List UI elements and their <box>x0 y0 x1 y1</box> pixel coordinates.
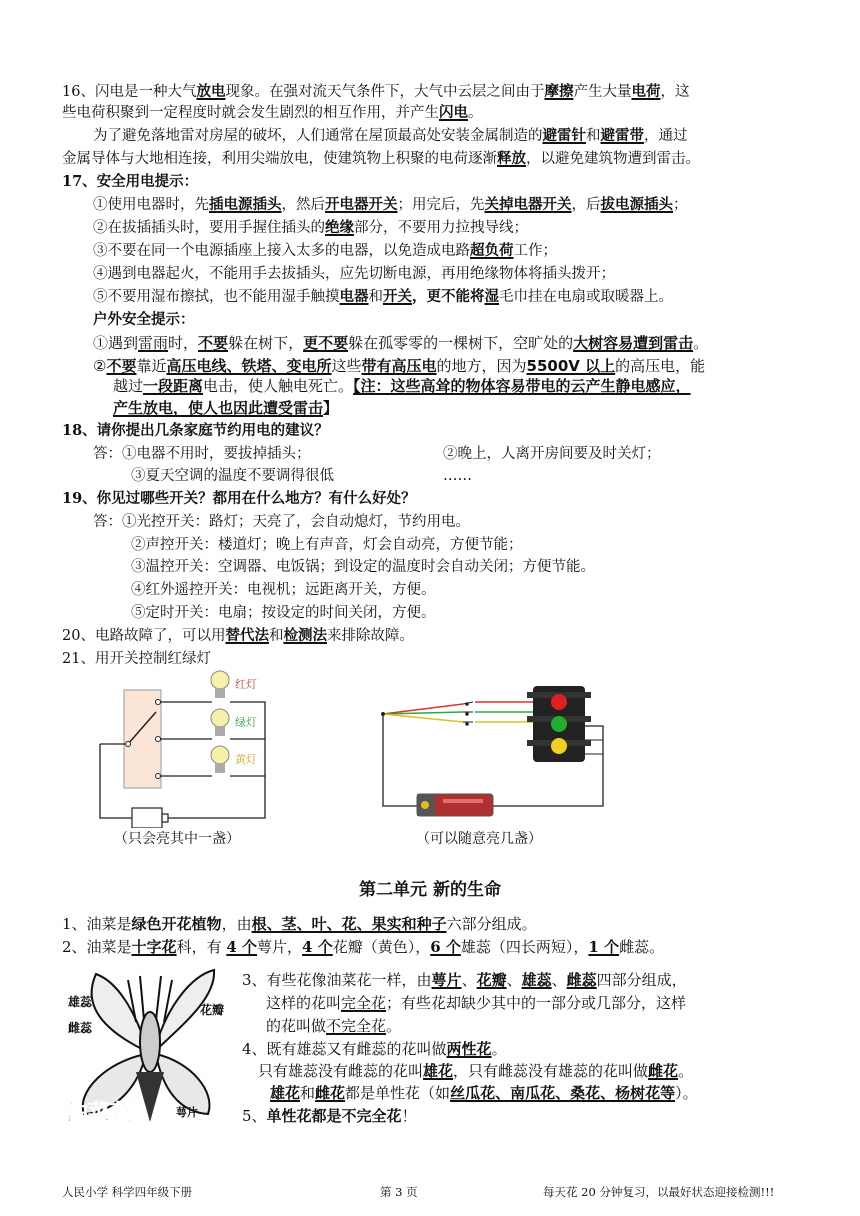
battery-icon <box>132 808 162 828</box>
q18-title: 18、请你提出几条家庭节约用电的建议？ <box>62 422 329 439</box>
q16-line3: 为了避免落地雷对房屋的破坏，人们通常在屋顶最高处安装金属制造的避雷针和避雷带，通过 <box>93 127 688 144</box>
q17-item3: ③不要在同一个电源插座上接入太多的电器，以免造成电路超负荷工作； <box>93 242 557 259</box>
q17-outdoor4: 产生放电，使人也因此遭受雷击】 <box>113 399 339 417</box>
q16-line1: 16、闪电是一种大气放电现象。在强对流天气条件下，大气中云层之间由于摩擦产生大量电荷，这 <box>62 83 690 100</box>
unit2-point3: 3、有些花像油菜花一样，由萼片、花瓣、雄蕊、雌蕊四部分组成， <box>242 971 687 989</box>
q17-item5: ⑤不要用湿布擦拭，也不能用湿手触摸电器和开关，更不能将湿毛巾挂在电扇或取暖器上。 <box>93 288 673 305</box>
sepal-label: 萼片 <box>176 1106 198 1119</box>
left-diagram-caption: （只会亮其中一盏） <box>114 831 240 847</box>
q16-line2: 些电荷积聚到一定程度时就会发生剧烈的相互作用，并产生闪电。 <box>62 104 483 121</box>
q16-line4: 金属导体与大地相连接，利用尖端放电，使建筑物上积聚的电荷逐渐释放，以避免建筑物遭到雷击。 <box>62 150 700 167</box>
unit2-point2: 2、油菜是十字花科，有 4 个萼片，4 个花瓣（黄色），6 个雄蕊（四长两短），1 个雌蕊。 <box>62 938 665 956</box>
yellow-bulb-icon <box>211 746 229 773</box>
footer-left: 人民小学 科学四年级下册 <box>62 1185 193 1199</box>
q17-item1: ①使用电器时，先插电源插头，然后开电器开关；用完后，先关掉电器开关，后拔电源插头； <box>93 196 688 213</box>
q17-item2: ②在拔插插头时，要用手握住插头的绝缘部分，不要用力拉拽导线； <box>93 219 528 236</box>
q19-answer3: ③温控开关：空调器、电饭锅；到设定的温度时会自动关闭；方便节能。 <box>131 559 595 575</box>
q21-title: 21、用开关控制红绿灯 <box>62 651 211 667</box>
multi-switch-traffic-light-diagram <box>355 678 610 828</box>
q19-title: 19、你见过哪些开关？都用在什么地方？有什么好处？ <box>62 490 416 507</box>
q17-outdoor3: 越过一段距离电击，使人触电死亡。【注：这些高耸的物体容易带电的云产生静电感应， <box>113 377 691 395</box>
footer-right: 每天花 20 分钟复习，以最好状态迎接检测!!! <box>543 1185 775 1199</box>
single-pole-switch-circuit-diagram <box>90 668 280 828</box>
q17-item4: ④遇到电器起火，不能用手去拔插头，应先切断电源，再用绝缘物体将插头拨开； <box>93 266 615 282</box>
q19-answer4: ④红外遥控开关：电视机；远距离开关，方便。 <box>131 582 436 598</box>
pistil-label: 雌蕊 <box>68 1021 93 1035</box>
unit2-point4: 4、既有雄蕊又有雌蕊的花叫做两性花。 <box>242 1040 507 1058</box>
q18-answer2: ②晚上，人离开房间要及时关灯； <box>443 446 661 462</box>
petal-label: 花瓣 <box>200 1003 225 1017</box>
q17-outdoor-title: 户外安全提示： <box>93 311 195 328</box>
q19-answer1: 答：①光控开关：路灯；天亮了，会自动熄灯，节约用电。 <box>93 514 470 530</box>
green-light-label: 绿灯 <box>235 716 257 729</box>
flower-name-label: 油菜花 <box>66 1101 133 1122</box>
red-bulb-icon <box>211 671 229 698</box>
q20-line: 20、电路故障了，可以用替代法和检测法来排除故障。 <box>62 627 414 644</box>
footer-page-number: 第 3 页 <box>380 1185 418 1199</box>
q19-answer5: ⑤定时开关：电扇；按设定的时间关闭，方便。 <box>131 605 436 621</box>
q18-answer3: ③夏天空调的温度不要调得很低 <box>131 468 334 484</box>
unit2-point4-cont2: 雄花和雌花都是单性花（如丝瓜花、南瓜花、桑花、杨树花等）。 <box>270 1084 698 1102</box>
unit2-point3-cont2: 的花叫做不完全花。 <box>266 1017 402 1035</box>
stamen-label: 雄蕊 <box>68 995 93 1009</box>
green-bulb-icon <box>211 709 229 736</box>
q19-answer2: ②声控开关：楼道灯；晚上有声音，灯会自动亮，方便节能； <box>131 537 523 553</box>
unit2-point3-cont1: 这样的花叫完全花；有些花却缺少其中的一部分或几部分，这样 <box>266 994 687 1012</box>
q18-answer4: …… <box>443 468 472 484</box>
unit2-point4-cont1: 只有雄蕊没有雌蕊的花叫雄花，只有雌蕊没有雄蕊的花叫做雌花。 <box>258 1062 694 1080</box>
yellow-light-label: 黄灯 <box>235 753 257 766</box>
battery-icon <box>417 794 493 816</box>
q17-outdoor2: ②不要靠近高压电线、铁塔、变电所这些带有高压电的地方，因为5500V 以上的高压电，能 <box>93 357 706 375</box>
q17-title: 17、安全用电提示： <box>62 173 199 190</box>
red-light-label: 红灯 <box>235 678 257 691</box>
right-diagram-caption: （可以随意亮几盏） <box>416 831 542 847</box>
traffic-light-icon <box>527 686 591 762</box>
q17-outdoor1: ①遇到雷雨时，不要躲在树下，更不要躲在孤零零的一棵树下，空旷处的大树容易遭到雷击。 <box>93 334 709 352</box>
unit2-point5: 5、单性花都是不完全花！ <box>242 1107 417 1125</box>
q18-answer1: 答：①电器不用时，要拔掉插头； <box>93 446 311 462</box>
unit2-point1: 1、油菜是绿色开花植物，由根、茎、叶、花、果实和种子六部分组成。 <box>62 915 537 933</box>
unit2-title: 第二单元 新的生命 <box>359 880 501 900</box>
rape-flower-illustration <box>66 962 236 1122</box>
